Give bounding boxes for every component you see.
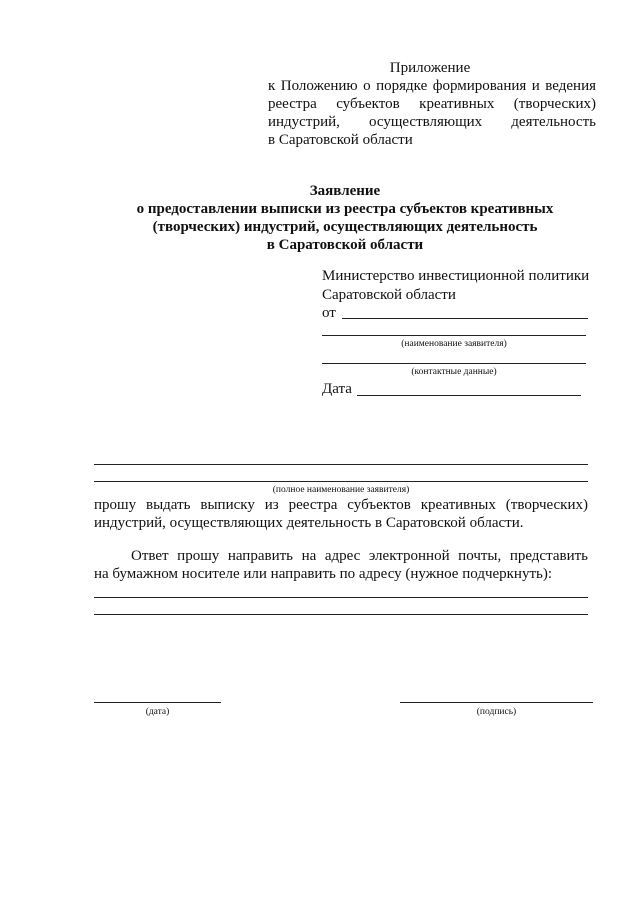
applicant-name-line[interactable] (322, 335, 586, 336)
heading-line: о предоставлении выписки из реестра субъектов креативных (136, 201, 554, 217)
heading-line: (творческих) индустрий, осуществляющих деятельность (152, 219, 538, 235)
applicant-name-caption: (наименование заявителя) (401, 339, 507, 349)
heading-line: в Саратовской области (266, 237, 424, 253)
addressee-line: Саратовской области (322, 287, 456, 303)
contacts-line[interactable] (322, 363, 586, 364)
answer-address-line[interactable] (94, 597, 588, 598)
from-label: от (322, 305, 336, 321)
answer-text: на бумажном носителе или направить по адресу (нужное подчеркнуть): (94, 566, 553, 582)
addressee-line: Министерство инвестиционной политики (322, 268, 590, 284)
full-name-caption: (полное наименование заявителя) (272, 485, 410, 495)
from-field-line[interactable] (342, 318, 588, 319)
answer-text: Ответ прошу направить на адрес электронной почты, представить (131, 548, 588, 564)
answer-address-line[interactable] (94, 614, 588, 615)
full-name-line[interactable] (94, 481, 588, 482)
signature-line[interactable] (400, 702, 593, 703)
signature-date-caption: (дата) (145, 707, 170, 717)
date-label: Дата (322, 381, 352, 397)
full-name-line[interactable] (94, 464, 588, 465)
contacts-caption: (контактные данные) (411, 367, 497, 377)
signature-date-line[interactable] (94, 702, 221, 703)
appendix-title: Приложение (389, 60, 471, 76)
signature-caption: (подпись) (476, 707, 517, 717)
date-field-line[interactable] (357, 395, 581, 396)
appendix-line: в Саратовской области (268, 132, 413, 148)
heading-title: Заявление (309, 183, 381, 199)
request-text: индустрий, осуществляющих деятельность в Саратовской области. (94, 515, 524, 531)
request-text: прошу выдать выписку из реестра субъектов креативных (творческих) (94, 497, 588, 513)
appendix-line: к Положению о порядке формирования и ведения (268, 78, 596, 94)
appendix-line: индустрий, осуществляющих деятельность (268, 114, 596, 130)
appendix-line: реестра субъектов креативных (творческих) (268, 96, 596, 112)
